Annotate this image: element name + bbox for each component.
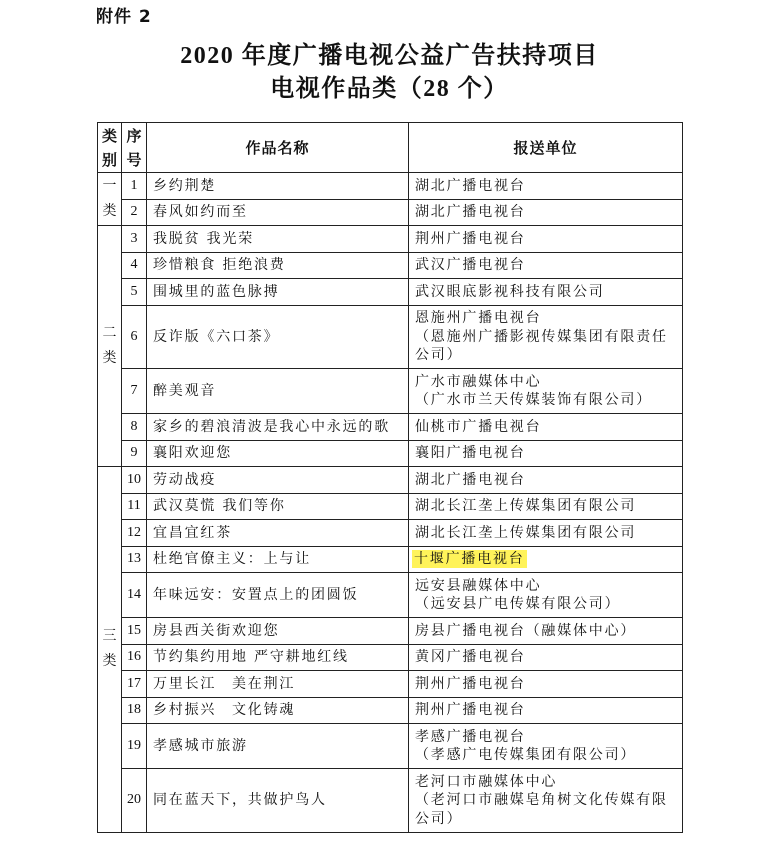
work-name-cell: 孝感城市旅游 xyxy=(147,724,409,769)
unit-cell xyxy=(409,467,683,494)
table-row xyxy=(98,724,683,769)
category-label: 一类 xyxy=(102,178,117,219)
work-name-cell: 我脱贫 我光荣 xyxy=(147,226,409,253)
unit-line: （远安县广电传媒有限公司） xyxy=(415,596,621,612)
unit-line: 广水市融媒体中心 xyxy=(415,373,542,390)
work-name-cell: 同在蓝天下，共做护鸟人 xyxy=(147,769,409,833)
unit-line: （恩施州广播影视传媒集团有限责任公司） xyxy=(415,328,668,363)
unit-cell xyxy=(409,440,683,467)
number-cell: 4 xyxy=(122,252,147,279)
unit-line: 远安县融媒体中心 xyxy=(415,577,542,594)
header-category-label: 类别 xyxy=(101,126,117,169)
unit-cell xyxy=(409,520,683,547)
table-row xyxy=(98,769,683,833)
number-cell: 11 xyxy=(122,493,147,520)
table-row xyxy=(98,440,683,467)
unit-line: 黄冈广播电视台 xyxy=(415,649,526,665)
unit-line: （孝感广电传媒集团有限公司） xyxy=(415,747,637,763)
unit-line: 武汉眼底影视科技有限公司 xyxy=(415,283,605,300)
number-cell: 19 xyxy=(122,724,147,769)
unit-line: 湖北广播电视台 xyxy=(415,204,526,220)
page-title xyxy=(0,40,779,106)
unit-cell xyxy=(409,252,683,279)
unit-cell xyxy=(409,546,683,573)
work-name-cell: 襄阳欢迎您 xyxy=(147,440,409,467)
category-cell xyxy=(98,226,122,467)
number-cell: 14 xyxy=(122,573,147,618)
unit-line: 襄阳广播电视台 xyxy=(415,445,526,461)
work-name-cell: 武汉莫慌 我们等你 xyxy=(147,493,409,520)
unit-line: 房县广播电视台（融媒体中心） xyxy=(415,622,637,639)
table-row xyxy=(98,697,683,724)
category-label: 二类 xyxy=(102,325,117,366)
number-cell: 13 xyxy=(122,546,147,573)
number-cell: 15 xyxy=(122,618,147,645)
unit-cell xyxy=(409,173,683,200)
number-cell: 12 xyxy=(122,520,147,547)
table-row xyxy=(98,414,683,441)
table-row xyxy=(98,305,683,369)
unit-line: 荆州广播电视台 xyxy=(415,230,526,247)
number-cell: 20 xyxy=(122,769,147,833)
title-line-1: 2020 年度广播电视公益广告扶持项目 xyxy=(180,43,599,69)
unit-cell xyxy=(409,369,683,414)
work-name-cell: 劳动战疫 xyxy=(147,467,409,494)
unit-cell xyxy=(409,226,683,253)
number-cell: 7 xyxy=(122,369,147,414)
unit-line: 湖北长江垄上传媒集团有限公司 xyxy=(415,524,637,541)
unit-cell xyxy=(409,644,683,671)
number-cell: 2 xyxy=(122,199,147,226)
header-number-label: 序号 xyxy=(126,126,142,169)
unit-line: 恩施州广播电视台 xyxy=(415,310,542,326)
work-name-cell: 年味远安：安置点上的团圆饭 xyxy=(147,573,409,618)
unit-line: 孝感广播电视台 xyxy=(415,728,526,745)
work-name-cell: 家乡的碧浪清波是我心中永远的歌 xyxy=(147,414,409,441)
table-row xyxy=(98,279,683,306)
table-row xyxy=(98,644,683,671)
unit-cell xyxy=(409,769,683,833)
number-cell: 10 xyxy=(122,467,147,494)
unit-cell xyxy=(409,414,683,441)
work-name-cell: 房县西关街欢迎您 xyxy=(147,618,409,645)
highlighted-text: 十堰广播电视台 xyxy=(414,551,525,567)
table-row xyxy=(98,573,683,618)
work-name-cell: 乡村振兴 文化铸魂 xyxy=(147,697,409,724)
unit-line: 老河口市融媒体中心 xyxy=(415,773,558,790)
work-name-cell: 春风如约而至 xyxy=(147,199,409,226)
table-row xyxy=(98,618,683,645)
table-row xyxy=(98,199,683,226)
attachment-label: 附件 2 xyxy=(96,7,152,27)
number-cell: 5 xyxy=(122,279,147,306)
table-header xyxy=(98,123,683,173)
number-cell: 16 xyxy=(122,644,147,671)
category-cell xyxy=(98,467,122,833)
unit-line: （广水市兰天传媒装饰有限公司） xyxy=(415,392,652,408)
unit-cell xyxy=(409,697,683,724)
unit-line: 荆州广播电视台 xyxy=(415,675,526,692)
unit-line: （老河口市融媒皂角树文化传媒有限公司） xyxy=(415,792,668,827)
header-unit: 报送单位 xyxy=(409,123,683,173)
unit-line: 仙桃市广播电视台 xyxy=(415,418,542,435)
table-row xyxy=(98,369,683,414)
unit-cell xyxy=(409,279,683,306)
unit-line: 荆州广播电视台 xyxy=(415,702,526,718)
work-name-cell: 乡约荆楚 xyxy=(147,173,409,200)
category-label: 三类 xyxy=(102,628,117,670)
table-header-row xyxy=(98,123,683,173)
number-cell: 3 xyxy=(122,226,147,253)
table-row xyxy=(98,520,683,547)
work-name-cell: 醉美观音 xyxy=(147,369,409,414)
work-name-cell: 万里长江 美在荆江 xyxy=(147,671,409,698)
unit-cell xyxy=(409,618,683,645)
category-cell xyxy=(98,173,122,226)
table-body xyxy=(98,173,683,833)
unit-line: 湖北广播电视台 xyxy=(415,177,526,194)
table-row xyxy=(98,671,683,698)
work-name-cell: 杜绝官僚主义：上与让 xyxy=(147,546,409,573)
number-cell: 18 xyxy=(122,697,147,724)
unit-cell xyxy=(409,305,683,369)
header-category xyxy=(98,123,122,173)
table-row xyxy=(98,252,683,279)
table-row xyxy=(98,546,683,573)
number-cell: 8 xyxy=(122,414,147,441)
number-cell: 17 xyxy=(122,671,147,698)
title-line-2: 电视作品类（28 个） xyxy=(270,76,509,102)
work-name-cell: 反诈版《六口茶》 xyxy=(147,305,409,369)
work-name-cell: 围城里的蓝色脉搏 xyxy=(147,279,409,306)
table-row xyxy=(98,493,683,520)
work-name-cell: 宜昌宜红茶 xyxy=(147,520,409,547)
unit-cell xyxy=(409,724,683,769)
table-row xyxy=(98,173,683,200)
number-cell: 6 xyxy=(122,305,147,369)
number-cell: 1 xyxy=(122,173,147,200)
unit-cell xyxy=(409,199,683,226)
work-name-cell: 节约集约用地 严守耕地红线 xyxy=(147,644,409,671)
unit-line: 湖北广播电视台 xyxy=(415,471,526,488)
projects-table xyxy=(97,122,683,833)
table-row xyxy=(98,226,683,253)
unit-line: 湖北长江垄上传媒集团有限公司 xyxy=(415,498,637,514)
header-number xyxy=(122,123,147,173)
number-cell: 9 xyxy=(122,440,147,467)
unit-line: 武汉广播电视台 xyxy=(415,257,526,273)
table-row xyxy=(98,467,683,494)
work-name-cell: 珍惜粮食 拒绝浪费 xyxy=(147,252,409,279)
unit-line xyxy=(415,550,674,569)
unit-cell xyxy=(409,573,683,618)
unit-cell xyxy=(409,671,683,698)
header-work-name: 作品名称 xyxy=(147,123,409,173)
unit-cell xyxy=(409,493,683,520)
